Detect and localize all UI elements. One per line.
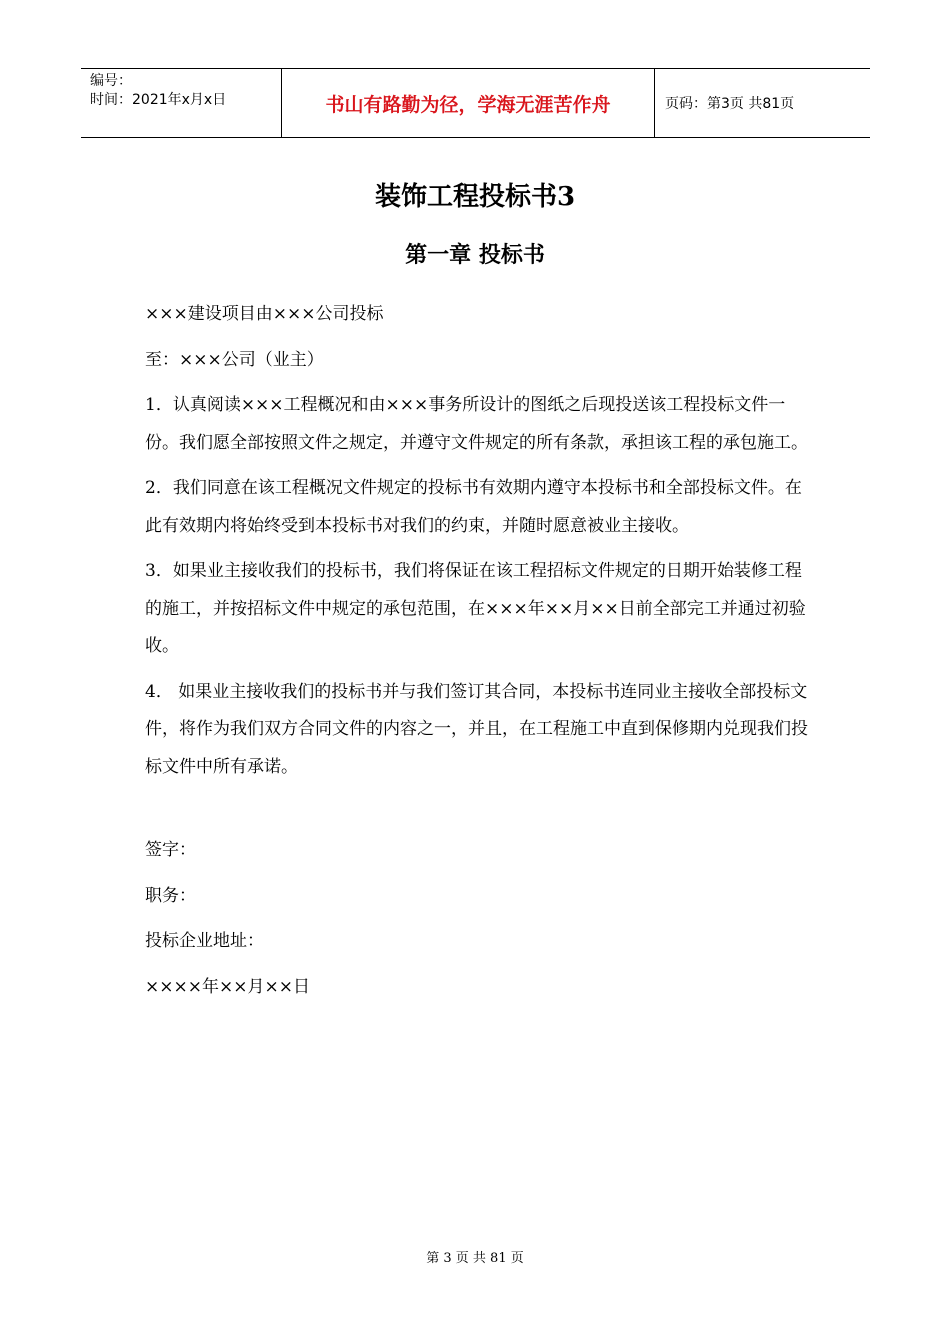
- header-meta: [81, 69, 282, 137]
- document-body: [145, 296, 815, 1006]
- chapter-title: 第一章 投标书: [405, 242, 545, 268]
- date-label: 时间：2021年x月x日: [90, 92, 227, 108]
- paragraph: 1．认真阅读×××工程概况和由×××事务所设计的图纸之后现投送该工程投标文件一份。我们愿全部按照文件之规定，并遵守文件规定的所有条款，承担该工程的承包施工。: [145, 395, 808, 453]
- header-motto: 书山有路勤为径，学海无涯苦作舟: [282, 69, 655, 137]
- paragraph: 4． 如果业主接收我们的投标书并与我们签订其合同，本投标书连同业主接收全部投标文件，将作为我们双方合同文件的内容之一，并且，在工程施工中直到保修期内兑现我们投标文件中所有承诺。: [145, 681, 808, 777]
- paragraph: 2．我们同意在该工程概况文件规定的投标书有效期内遵守本投标书和全部投标文件。在此有效期内将始终受到本投标书对我们的约束，并随时愿意被业主接收。: [145, 478, 802, 536]
- page-header: [81, 68, 870, 138]
- blank-line: [145, 786, 815, 824]
- header-page-info: 页码：第3页 共81页: [665, 96, 795, 112]
- paragraph: ×××建设项目由×××公司投标: [145, 304, 384, 324]
- paragraph: 至：×××公司（业主）: [145, 349, 324, 370]
- position-field: 职务：: [145, 885, 196, 906]
- number-label: 编号：: [90, 73, 132, 89]
- date-field: ××××年××月××日: [145, 976, 310, 997]
- paragraph: 3．如果业主接收我们的投标书，我们将保证在该工程招标文件规定的日期开始装修工程的施工，并按招标文件中规定的承包范围，在×××年××月××日前全部完工并通过初验收。: [145, 561, 806, 656]
- signature-field: 签字：: [145, 840, 196, 860]
- address-field: 投标企业地址：: [145, 931, 264, 951]
- page-footer: 第 3 页 共 81 页: [426, 1251, 524, 1266]
- document-title: 装饰工程投标书3: [374, 182, 576, 212]
